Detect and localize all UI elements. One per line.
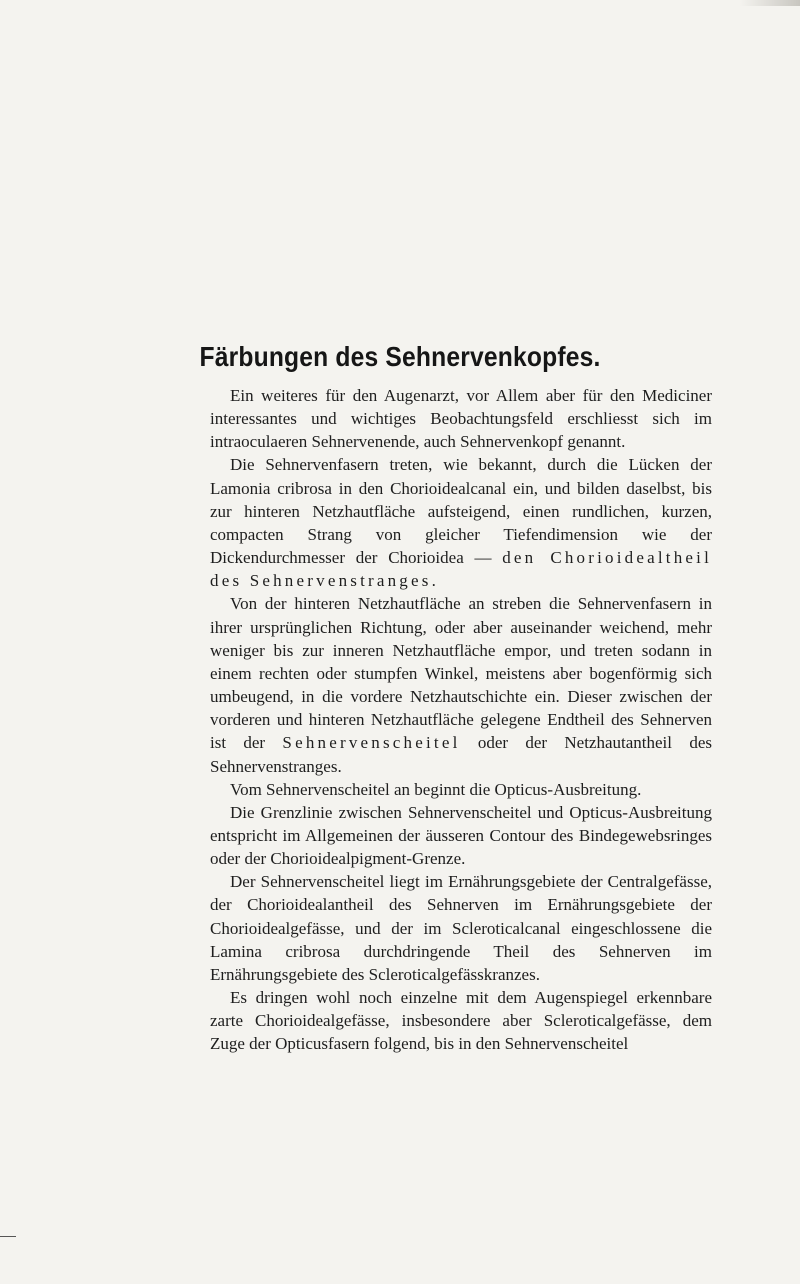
paragraph-1: Ein weiteres für den Augenarzt, vor Allem aber für den Mediciner interessantes und wichtiges Beobachtungsfeld erschliesst sich im intraoculaeren Sehnervenende, auch Sehnervenkopf genannt. xyxy=(210,386,712,452)
paragraph-7: Es dringen wohl noch einzelne mit dem Augenspiegel erkennbare zarte Chorioidealgefässe, insbesondere aber Scleroticalgefässe, dem Zuge der Opticusfasern folgend, bis in den Sehnervenscheitel xyxy=(210,988,712,1054)
emphasis-sehnervenscheitel: Sehnervenscheitel xyxy=(282,733,461,753)
paragraph-6: Der Sehnervenscheitel liegt im Ernährungsgebiete der Centralgefässe, der Chorioidealantheil des Sehnerven im Ernährungsgebiete der Chorioidealgefässe, und der im Scleroticalcanal eingeschlossene die Lamina cribrosa durchdringende Theil des Sehnerven im Ernährungsgebiete des Scleroticalgefässkranzes. xyxy=(210,872,712,984)
paragraph-2 xyxy=(210,453,712,592)
paragraph-3 xyxy=(210,592,712,777)
paragraph-4: Vom Sehnervenscheitel an beginnt die Opticus-Ausbreitung. xyxy=(230,779,642,799)
paragraph-3-text: Von der hinteren Netzhautfläche an streben die Sehnervenfasern in ihrer ursprünglichen Richtung, oder aber auseinander weichend, mehr weniger bis zur inneren Netzhautfläche empor, und treten sodann in einem rechten oder stumpfen Winkel, meistens aber bogenförmig sich umbeugend, in die vordere Netzhautschichte ein. Dieser zwischen der vorderen und hinteren Netzhautfläche gelegene Endtheil des Sehnerven ist der xyxy=(210,594,712,753)
margin-mark xyxy=(0,1236,16,1237)
paragraph-2-text: Die Sehnervenfasern treten, wie bekannt, durch die Lücken der Lamonia cribrosa in den Chorioidealcanal ein, und bilden daselbst, bis zur hinteren Netzhautfläche aufsteigend, einen rundlichen, kurzen, compacten Strang von gleicher Tiefendimension wie der Dickendurchmesser der Chorioidea — xyxy=(210,455,712,568)
scan-edge-shade xyxy=(740,0,800,6)
paragraph-5: Die Grenzlinie zwischen Sehnervenscheitel und Opticus-Ausbreitung entspricht im Allgemeinen der äusseren Contour des Bindegewebsringes oder der Chorioidealpigment-Grenze. xyxy=(210,802,712,869)
paragraph-3-tail: oder der Netzhautantheil des Sehnervenstranges. xyxy=(210,733,712,776)
page-title: Färbungen des Sehnervenkopfes. xyxy=(199,340,601,372)
emphasis-chorioidealtheil: den Chorioidealtheil des Sehnervenstranges. xyxy=(210,548,712,591)
body-text xyxy=(210,384,712,1056)
